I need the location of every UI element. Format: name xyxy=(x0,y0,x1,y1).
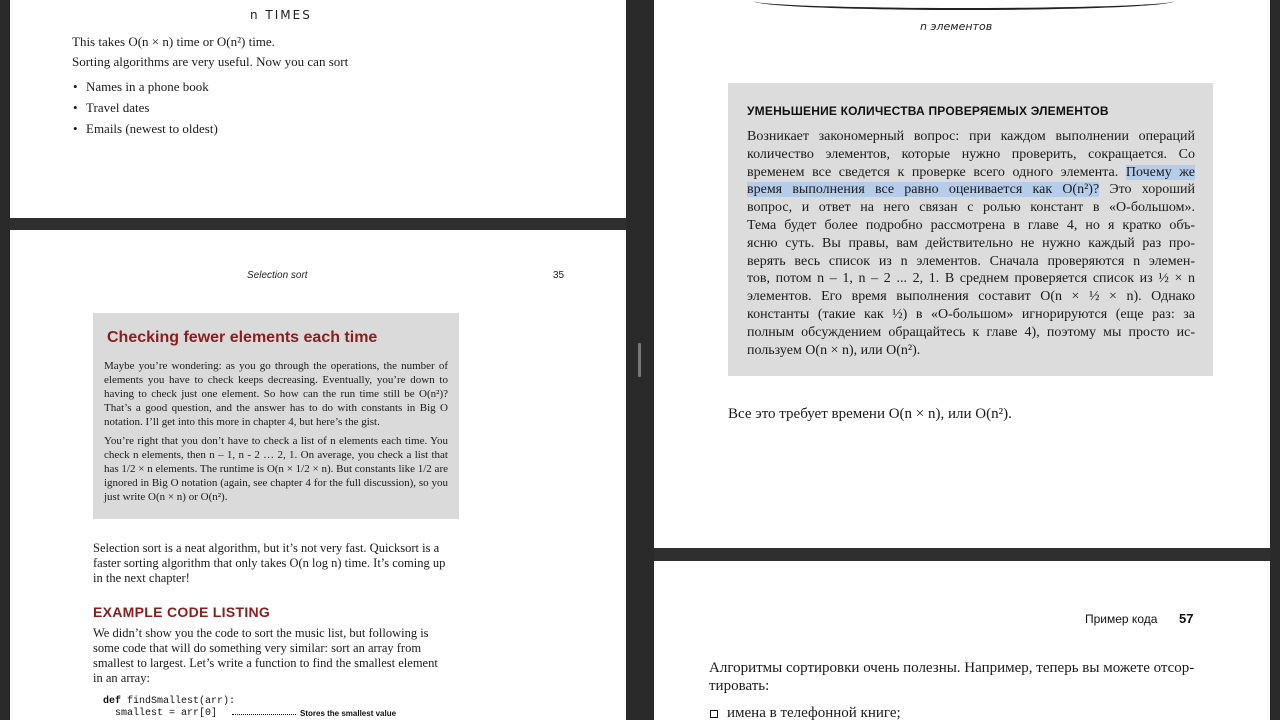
handwritten-n-times-label: n TIMES xyxy=(250,8,312,22)
sidebar-line: вопрос, и ответ на него связан с ролью констант в «О-большом». xyxy=(747,200,1195,216)
sidebar-line: Возникает закономерный вопрос: при каждом выполнении операций xyxy=(747,129,1195,144)
code-function-signature: findSmallest(arr): xyxy=(121,696,236,707)
sidebar-line: пользуем O(n × n), или O(n²). xyxy=(747,342,921,358)
sidebar-box-ru xyxy=(728,83,1213,376)
sorting-useful-sentence: Sorting algorithms are very useful. Now you can sort xyxy=(72,54,349,69)
page-gap xyxy=(654,548,1270,561)
sidebar-line: ясню суть. Вы правы, вам действительно не нужно каждый раз про- xyxy=(747,235,1195,251)
sidebar-line: полным обсуждением обращайтесь к главе 4), поэтому мы просто ис- xyxy=(747,324,1195,340)
sidebar-line: верять весь список из n элементов. Сначала проверяются n элемен- xyxy=(747,253,1195,269)
text-selection-highlight[interactable]: время выполнения все равно оценивается как O(n²)? xyxy=(747,182,1100,198)
sidebar-line: элементов. Его время выполнения составит O(n × ½ × n). Однако xyxy=(747,289,1195,305)
paragraph-ru-line2: тировать: xyxy=(709,678,770,694)
code-keyword: def xyxy=(103,696,122,707)
split-resize-handle[interactable] xyxy=(638,343,641,377)
section-paragraph: We didn’t show you the code to sort the music list, but following is some code that will do something very similar: sort an array from smallest to largest. Let’s write a function to find the smallest element in an array: xyxy=(93,626,438,685)
annotation-arrow xyxy=(232,714,296,715)
code-line-1 xyxy=(103,696,235,708)
sidebar-title: Checking fewer elements each time xyxy=(107,329,378,346)
code-line-2: smallest = arr[0] xyxy=(103,708,218,719)
sidebar-paragraph-1: Maybe you’re wondering: as you go through the operations, the number of elements you have to check keeps decreasing. Eventually, you’re down to having to check just one element. So how can the run time still be O(n²)? That’s a good question, and the answer has to do with constants in Big O notation. I’ll get into this more in chapter 4, but here’s the gist. xyxy=(104,360,448,428)
right-top-page xyxy=(654,0,1270,548)
left-bottom-page xyxy=(10,230,626,720)
sort-examples-list-ru xyxy=(709,705,901,720)
list-item: • Emails (newest to oldest) xyxy=(86,118,218,139)
split-view-divider[interactable] xyxy=(626,0,654,720)
page-number-ru: 57 xyxy=(1179,611,1194,626)
sidebar-line: тов, потом n – 1, n – 2 ... 2, 1. В среднем проверяется список из ½ × n xyxy=(747,271,1195,287)
text-selection-highlight[interactable]: Почему же xyxy=(1125,164,1195,180)
sort-examples-list xyxy=(86,76,218,139)
sidebar-line-text: Это хороший xyxy=(1099,182,1195,198)
sidebar-paragraph-2: You’re right that you don’t have to check a list of n elements each time. You check n elements, then n – 1, n - 2 … 2, 1. On average, you check a list that has 1/2 × n elements. The runtime is O(n × 1/2 × n). But constants like 1/2 are ignored in Big O notation (again, see chapter 4 for the full discussion), so you just write O(n × n) or O(n²). xyxy=(104,435,448,503)
running-title-ru: Пример кода xyxy=(1085,612,1158,626)
running-title: Selection sort xyxy=(247,270,308,281)
checkbox-bullet-icon xyxy=(710,710,718,718)
sidebar-box xyxy=(93,313,459,519)
sidebar-line: константы (такие как ½) в «О-большом» игнорируются (еще раз: за xyxy=(747,306,1195,322)
sidebar-line: количество элементов, которые нужно проверить, сокращается. Со xyxy=(747,146,1195,162)
sidebar-line: Тема будет более подробно рассмотрена в главе 4, но я кратко объ- xyxy=(747,217,1195,233)
page-number: 35 xyxy=(553,270,565,281)
sidebar-title-ru: УМЕНЬШЕНИЕ КОЛИЧЕСТВА ПРОВЕРЯЕМЫХ ЭЛЕМЕНТОВ xyxy=(747,104,1109,118)
right-bottom-page xyxy=(654,561,1270,720)
paragraph-ru-line1: Алгоритмы сортировки очень полезны. Например, теперь вы можете отсор- xyxy=(709,660,1195,676)
section-heading: EXAMPLE CODE LISTING xyxy=(93,604,271,620)
page-gap xyxy=(10,218,626,230)
sidebar-line xyxy=(747,181,1195,199)
body-paragraph: Selection sort is a neat algorithm, but it’s not very fast. Quicksort is a faster sorting algorithm that only takes O(n log n) time. It’s coming up in the next chapter! xyxy=(93,541,446,585)
list-item: • Travel dates xyxy=(86,97,218,118)
code-annotation: Stores the smallest value xyxy=(300,709,397,718)
sidebar-line-text: временем все сведется к проверке всего одного элемента. xyxy=(747,164,1119,180)
handwritten-n-elements-label: n элементов xyxy=(920,20,993,33)
sidebar-text-ru xyxy=(747,128,1195,359)
body-line-ru: Все это требует времени O(n × n), или O(n²). xyxy=(728,406,1012,422)
left-top-page xyxy=(10,0,626,218)
runtime-sentence: This takes O(n × n) time or O(n²) time. xyxy=(72,34,275,49)
list-item-label: имена в телефонной книге; xyxy=(727,705,901,720)
list-item xyxy=(709,705,901,720)
brace-drawing xyxy=(754,0,1174,10)
list-item: • Names in a phone book xyxy=(86,76,218,97)
sidebar-line xyxy=(747,164,1195,182)
